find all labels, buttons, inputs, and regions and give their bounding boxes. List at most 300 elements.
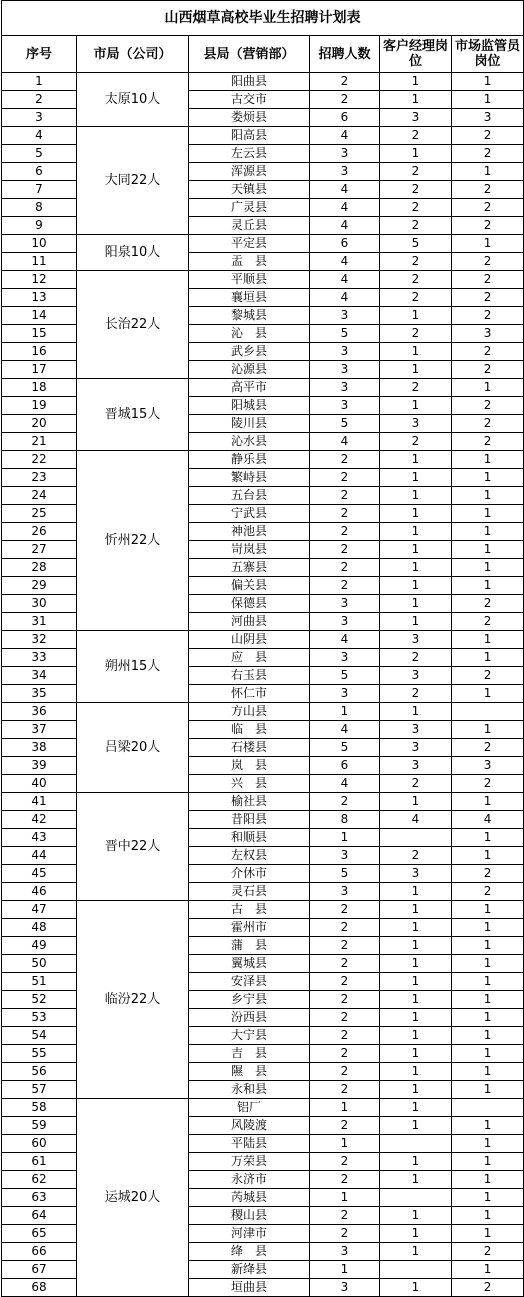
market-supervisor-cell: 1 — [452, 235, 524, 253]
recruit-count-cell: 4 — [310, 217, 380, 235]
market-supervisor-cell: 1 — [452, 919, 524, 937]
county-cell: 和顺县 — [189, 829, 310, 847]
recruit-count-cell: 2 — [310, 793, 380, 811]
county-cell: 隰 县 — [189, 1063, 310, 1081]
account-manager-cell: 1 — [380, 1279, 452, 1297]
city-cell: 朔州15人 — [77, 631, 189, 703]
recruit-count-cell: 2 — [310, 1153, 380, 1171]
recruit-count-cell: 5 — [310, 865, 380, 883]
row-index: 42 — [2, 811, 77, 829]
row-index: 46 — [2, 883, 77, 901]
recruit-count-cell: 2 — [310, 1081, 380, 1099]
county-cell: 天镇县 — [189, 181, 310, 199]
row-index: 41 — [2, 793, 77, 811]
account-manager-cell: 3 — [380, 631, 452, 649]
recruit-count-cell: 1 — [310, 1135, 380, 1153]
table-body — [2, 73, 524, 1297]
recruit-count-cell: 8 — [310, 811, 380, 829]
county-cell: 大宁县 — [189, 1027, 310, 1045]
market-supervisor-cell: 1 — [452, 631, 524, 649]
market-supervisor-cell: 1 — [452, 1009, 524, 1027]
account-manager-cell: 3 — [380, 109, 452, 127]
recruit-count-cell: 2 — [310, 451, 380, 469]
market-supervisor-cell: 1 — [452, 469, 524, 487]
row-index: 49 — [2, 937, 77, 955]
recruit-count-cell: 4 — [310, 721, 380, 739]
market-supervisor-cell: 1 — [452, 1045, 524, 1063]
market-supervisor-cell: 2 — [452, 253, 524, 271]
account-manager-cell — [380, 1261, 452, 1279]
market-supervisor-cell: 1 — [452, 721, 524, 739]
account-manager-cell: 1 — [380, 1027, 452, 1045]
account-manager-cell: 1 — [380, 397, 452, 415]
account-manager-cell: 4 — [380, 811, 452, 829]
county-cell: 娄烦县 — [189, 109, 310, 127]
county-cell: 五寨县 — [189, 559, 310, 577]
account-manager-cell: 1 — [380, 469, 452, 487]
account-manager-cell: 2 — [380, 685, 452, 703]
market-supervisor-cell: 1 — [452, 487, 524, 505]
row-index: 56 — [2, 1063, 77, 1081]
county-cell: 昔阳县 — [189, 811, 310, 829]
city-cell: 大同22人 — [77, 127, 189, 235]
account-manager-cell: 1 — [380, 937, 452, 955]
row-index: 60 — [2, 1135, 77, 1153]
county-cell: 平顺县 — [189, 271, 310, 289]
county-cell: 右玉县 — [189, 667, 310, 685]
row-index: 68 — [2, 1279, 77, 1297]
county-cell: 兴 县 — [189, 775, 310, 793]
recruit-count-cell: 2 — [310, 1225, 380, 1243]
county-cell: 翼城县 — [189, 955, 310, 973]
header-market-supervisor: 市场监管员岗位 — [452, 36, 524, 73]
account-manager-cell: 1 — [380, 1063, 452, 1081]
row-index: 39 — [2, 757, 77, 775]
row-index: 19 — [2, 397, 77, 415]
row-index: 53 — [2, 1009, 77, 1027]
table-row — [2, 379, 524, 397]
account-manager-cell: 2 — [380, 289, 452, 307]
account-manager-cell: 1 — [380, 487, 452, 505]
recruit-count-cell: 3 — [310, 343, 380, 361]
recruit-count-cell: 2 — [310, 991, 380, 1009]
table-row — [2, 451, 524, 469]
account-manager-cell: 1 — [380, 523, 452, 541]
recruit-count-cell: 2 — [310, 937, 380, 955]
row-index: 38 — [2, 739, 77, 757]
account-manager-cell: 1 — [380, 1171, 452, 1189]
recruit-count-cell: 2 — [310, 1117, 380, 1135]
row-index: 28 — [2, 559, 77, 577]
county-cell: 垣曲县 — [189, 1279, 310, 1297]
row-index: 11 — [2, 253, 77, 271]
market-supervisor-cell — [452, 1099, 524, 1117]
recruit-count-cell: 4 — [310, 127, 380, 145]
account-manager-cell: 3 — [380, 415, 452, 433]
market-supervisor-cell: 1 — [452, 955, 524, 973]
county-cell: 石楼县 — [189, 739, 310, 757]
market-supervisor-cell — [452, 703, 524, 721]
account-manager-cell: 1 — [380, 919, 452, 937]
row-index: 45 — [2, 865, 77, 883]
county-cell: 乡宁县 — [189, 991, 310, 1009]
market-supervisor-cell: 1 — [452, 1117, 524, 1135]
account-manager-cell: 2 — [380, 325, 452, 343]
account-manager-cell: 1 — [380, 91, 452, 109]
market-supervisor-cell: 2 — [452, 613, 524, 631]
market-supervisor-cell: 1 — [452, 577, 524, 595]
county-cell: 岢岚县 — [189, 541, 310, 559]
market-supervisor-cell: 1 — [452, 523, 524, 541]
recruit-count-cell: 4 — [310, 775, 380, 793]
market-supervisor-cell: 1 — [452, 847, 524, 865]
city-cell: 吕梁20人 — [77, 703, 189, 793]
account-manager-cell: 1 — [380, 1081, 452, 1099]
recruit-count-cell: 2 — [310, 1171, 380, 1189]
county-cell: 绛 县 — [189, 1243, 310, 1261]
market-supervisor-cell: 2 — [452, 397, 524, 415]
row-index: 27 — [2, 541, 77, 559]
row-index: 25 — [2, 505, 77, 523]
account-manager-cell: 1 — [380, 883, 452, 901]
row-index: 31 — [2, 613, 77, 631]
county-cell: 山阴县 — [189, 631, 310, 649]
county-cell: 灵石县 — [189, 883, 310, 901]
county-cell: 铝厂 — [189, 1099, 310, 1117]
county-cell: 古 县 — [189, 901, 310, 919]
account-manager-cell: 2 — [380, 253, 452, 271]
recruit-count-cell: 4 — [310, 631, 380, 649]
row-index: 13 — [2, 289, 77, 307]
row-index: 37 — [2, 721, 77, 739]
account-manager-cell: 1 — [380, 505, 452, 523]
recruit-count-cell: 2 — [310, 1207, 380, 1225]
county-cell: 临 县 — [189, 721, 310, 739]
county-cell: 宁武县 — [189, 505, 310, 523]
city-cell: 临汾22人 — [77, 901, 189, 1099]
row-index: 17 — [2, 361, 77, 379]
account-manager-cell: 1 — [380, 559, 452, 577]
account-manager-cell: 1 — [380, 1045, 452, 1063]
market-supervisor-cell: 1 — [452, 1135, 524, 1153]
market-supervisor-cell: 2 — [452, 181, 524, 199]
account-manager-cell: 1 — [380, 703, 452, 721]
market-supervisor-cell: 2 — [452, 271, 524, 289]
row-index: 51 — [2, 973, 77, 991]
county-cell: 古交市 — [189, 91, 310, 109]
county-cell: 左云县 — [189, 145, 310, 163]
account-manager-cell: 1 — [380, 577, 452, 595]
market-supervisor-cell: 2 — [452, 433, 524, 451]
account-manager-cell: 1 — [380, 1243, 452, 1261]
account-manager-cell: 2 — [380, 127, 452, 145]
row-index: 57 — [2, 1081, 77, 1099]
account-manager-cell: 1 — [380, 73, 452, 91]
county-cell: 沁 县 — [189, 325, 310, 343]
row-index: 29 — [2, 577, 77, 595]
row-index: 63 — [2, 1189, 77, 1207]
account-manager-cell: 2 — [380, 649, 452, 667]
city-cell: 忻州22人 — [77, 451, 189, 631]
county-cell: 吉 县 — [189, 1045, 310, 1063]
county-cell: 平陆县 — [189, 1135, 310, 1153]
account-manager-cell: 3 — [380, 667, 452, 685]
market-supervisor-cell: 2 — [452, 865, 524, 883]
account-manager-cell: 1 — [380, 1153, 452, 1171]
recruit-count-cell: 3 — [310, 307, 380, 325]
row-index: 21 — [2, 433, 77, 451]
table-row — [2, 703, 524, 721]
market-supervisor-cell: 2 — [452, 307, 524, 325]
account-manager-cell: 1 — [380, 991, 452, 1009]
market-supervisor-cell: 1 — [452, 1189, 524, 1207]
market-supervisor-cell: 1 — [452, 937, 524, 955]
recruit-count-cell: 2 — [310, 577, 380, 595]
recruit-count-cell: 3 — [310, 847, 380, 865]
row-index: 2 — [2, 91, 77, 109]
county-cell: 风陵渡 — [189, 1117, 310, 1135]
row-index: 35 — [2, 685, 77, 703]
county-cell: 平定县 — [189, 235, 310, 253]
recruit-count-cell: 3 — [310, 145, 380, 163]
market-supervisor-cell: 2 — [452, 883, 524, 901]
row-index: 43 — [2, 829, 77, 847]
account-manager-cell — [380, 829, 452, 847]
county-cell: 沁源县 — [189, 361, 310, 379]
account-manager-cell: 3 — [380, 721, 452, 739]
account-manager-cell: 1 — [380, 793, 452, 811]
recruit-count-cell: 2 — [310, 487, 380, 505]
table-row — [2, 1099, 524, 1117]
recruit-count-cell: 2 — [310, 1045, 380, 1063]
account-manager-cell: 1 — [380, 361, 452, 379]
recruit-count-cell: 4 — [310, 271, 380, 289]
county-cell: 阳高县 — [189, 127, 310, 145]
account-manager-cell: 1 — [380, 613, 452, 631]
market-supervisor-cell: 1 — [452, 559, 524, 577]
recruit-count-cell: 2 — [310, 919, 380, 937]
recruit-count-cell: 1 — [310, 1099, 380, 1117]
account-manager-cell: 3 — [380, 757, 452, 775]
market-supervisor-cell: 1 — [452, 73, 524, 91]
row-index: 66 — [2, 1243, 77, 1261]
market-supervisor-cell: 1 — [452, 991, 524, 1009]
row-index: 30 — [2, 595, 77, 613]
market-supervisor-cell: 4 — [452, 811, 524, 829]
market-supervisor-cell: 1 — [452, 829, 524, 847]
account-manager-cell: 3 — [380, 865, 452, 883]
county-cell: 偏关县 — [189, 577, 310, 595]
recruit-count-cell: 5 — [310, 325, 380, 343]
account-manager-cell: 1 — [380, 1207, 452, 1225]
recruit-count-cell: 2 — [310, 523, 380, 541]
account-manager-cell: 1 — [380, 1009, 452, 1027]
market-supervisor-cell: 2 — [452, 667, 524, 685]
row-index: 55 — [2, 1045, 77, 1063]
account-manager-cell: 3 — [380, 739, 452, 757]
market-supervisor-cell: 1 — [452, 901, 524, 919]
header-county: 县局（营销部） — [189, 36, 310, 73]
county-cell: 安泽县 — [189, 973, 310, 991]
market-supervisor-cell: 1 — [452, 1261, 524, 1279]
county-cell: 浑源县 — [189, 163, 310, 181]
row-index: 61 — [2, 1153, 77, 1171]
county-cell: 繁峙县 — [189, 469, 310, 487]
market-supervisor-cell: 2 — [452, 739, 524, 757]
recruit-count-cell: 6 — [310, 757, 380, 775]
account-manager-cell — [380, 1189, 452, 1207]
recruit-count-cell: 1 — [310, 1189, 380, 1207]
recruit-count-cell: 2 — [310, 73, 380, 91]
recruit-count-cell: 1 — [310, 829, 380, 847]
row-index: 5 — [2, 145, 77, 163]
row-index: 44 — [2, 847, 77, 865]
county-cell: 陵川县 — [189, 415, 310, 433]
account-manager-cell: 2 — [380, 847, 452, 865]
recruit-count-cell: 4 — [310, 181, 380, 199]
table-row — [2, 235, 524, 253]
county-cell: 芮城县 — [189, 1189, 310, 1207]
county-cell: 榆社县 — [189, 793, 310, 811]
header-city: 市局（公司） — [77, 36, 189, 73]
recruit-count-cell: 2 — [310, 955, 380, 973]
county-cell: 五台县 — [189, 487, 310, 505]
recruit-count-cell: 2 — [310, 1009, 380, 1027]
market-supervisor-cell: 2 — [452, 595, 524, 613]
row-index: 40 — [2, 775, 77, 793]
county-cell: 介休市 — [189, 865, 310, 883]
row-index: 48 — [2, 919, 77, 937]
row-index: 26 — [2, 523, 77, 541]
account-manager-cell: 1 — [380, 1225, 452, 1243]
account-manager-cell: 2 — [380, 775, 452, 793]
account-manager-cell: 1 — [380, 595, 452, 613]
header-index: 序号 — [2, 36, 77, 73]
recruit-count-cell: 3 — [310, 685, 380, 703]
market-supervisor-cell: 2 — [452, 1243, 524, 1261]
account-manager-cell: 2 — [380, 379, 452, 397]
row-index: 65 — [2, 1225, 77, 1243]
recruit-count-cell: 3 — [310, 613, 380, 631]
row-index: 47 — [2, 901, 77, 919]
row-index: 33 — [2, 649, 77, 667]
recruit-count-cell: 4 — [310, 199, 380, 217]
account-manager-cell: 2 — [380, 181, 452, 199]
header-account-manager: 客户经理岗位 — [380, 36, 452, 73]
city-cell: 运城20人 — [77, 1099, 189, 1297]
row-index: 58 — [2, 1099, 77, 1117]
table-title: 山西烟草高校毕业生招聘计划表 — [2, 1, 524, 36]
market-supervisor-cell: 1 — [452, 163, 524, 181]
account-manager-cell: 1 — [380, 1117, 452, 1135]
market-supervisor-cell: 1 — [452, 685, 524, 703]
recruit-count-cell: 2 — [310, 505, 380, 523]
row-index: 4 — [2, 127, 77, 145]
row-index: 16 — [2, 343, 77, 361]
row-index: 67 — [2, 1261, 77, 1279]
account-manager-cell: 1 — [380, 1099, 452, 1117]
county-cell: 盂 县 — [189, 253, 310, 271]
county-cell: 万荣县 — [189, 1153, 310, 1171]
header-recruit-count: 招聘人数 — [310, 36, 380, 73]
county-cell: 神池县 — [189, 523, 310, 541]
recruit-count-cell: 4 — [310, 433, 380, 451]
recruit-count-cell: 1 — [310, 703, 380, 721]
table-row — [2, 73, 524, 91]
county-cell: 永济市 — [189, 1171, 310, 1189]
county-cell: 新绛县 — [189, 1261, 310, 1279]
county-cell: 静乐县 — [189, 451, 310, 469]
county-cell: 阳曲县 — [189, 73, 310, 91]
table-row — [2, 631, 524, 649]
city-cell: 晋中22人 — [77, 793, 189, 901]
account-manager-cell: 2 — [380, 271, 452, 289]
row-index: 54 — [2, 1027, 77, 1045]
city-cell: 太原10人 — [77, 73, 189, 127]
market-supervisor-cell: 3 — [452, 325, 524, 343]
row-index: 1 — [2, 73, 77, 91]
account-manager-cell: 1 — [380, 955, 452, 973]
row-index: 32 — [2, 631, 77, 649]
account-manager-cell: 1 — [380, 307, 452, 325]
market-supervisor-cell: 1 — [452, 1063, 524, 1081]
row-index: 20 — [2, 415, 77, 433]
table-row — [2, 793, 524, 811]
account-manager-cell: 5 — [380, 235, 452, 253]
recruit-count-cell: 3 — [310, 595, 380, 613]
account-manager-cell: 1 — [380, 973, 452, 991]
county-cell: 沁水县 — [189, 433, 310, 451]
county-cell: 河津市 — [189, 1225, 310, 1243]
row-index: 18 — [2, 379, 77, 397]
recruit-count-cell: 4 — [310, 253, 380, 271]
county-cell: 稷山县 — [189, 1207, 310, 1225]
recruit-count-cell: 2 — [310, 1063, 380, 1081]
county-cell: 永和县 — [189, 1081, 310, 1099]
row-index: 59 — [2, 1117, 77, 1135]
recruit-count-cell: 3 — [310, 163, 380, 181]
account-manager-cell: 2 — [380, 217, 452, 235]
row-index: 24 — [2, 487, 77, 505]
market-supervisor-cell: 2 — [452, 343, 524, 361]
row-index: 8 — [2, 199, 77, 217]
county-cell: 方山县 — [189, 703, 310, 721]
table-row — [2, 901, 524, 919]
account-manager-cell: 1 — [380, 145, 452, 163]
market-supervisor-cell: 1 — [452, 1207, 524, 1225]
recruit-count-cell: 2 — [310, 91, 380, 109]
recruit-count-cell: 5 — [310, 415, 380, 433]
market-supervisor-cell: 2 — [452, 127, 524, 145]
market-supervisor-cell: 2 — [452, 361, 524, 379]
city-cell: 长治22人 — [77, 271, 189, 379]
recruit-count-cell: 3 — [310, 883, 380, 901]
market-supervisor-cell: 1 — [452, 1153, 524, 1171]
recruit-count-cell: 1 — [310, 1261, 380, 1279]
county-cell: 岚 县 — [189, 757, 310, 775]
county-cell: 高平市 — [189, 379, 310, 397]
county-cell: 灵丘县 — [189, 217, 310, 235]
recruit-count-cell: 2 — [310, 469, 380, 487]
recruit-count-cell: 2 — [310, 559, 380, 577]
market-supervisor-cell: 1 — [452, 793, 524, 811]
market-supervisor-cell: 2 — [452, 1279, 524, 1297]
row-index: 34 — [2, 667, 77, 685]
row-index: 10 — [2, 235, 77, 253]
market-supervisor-cell: 1 — [452, 1225, 524, 1243]
row-index: 12 — [2, 271, 77, 289]
account-manager-cell: 1 — [380, 451, 452, 469]
